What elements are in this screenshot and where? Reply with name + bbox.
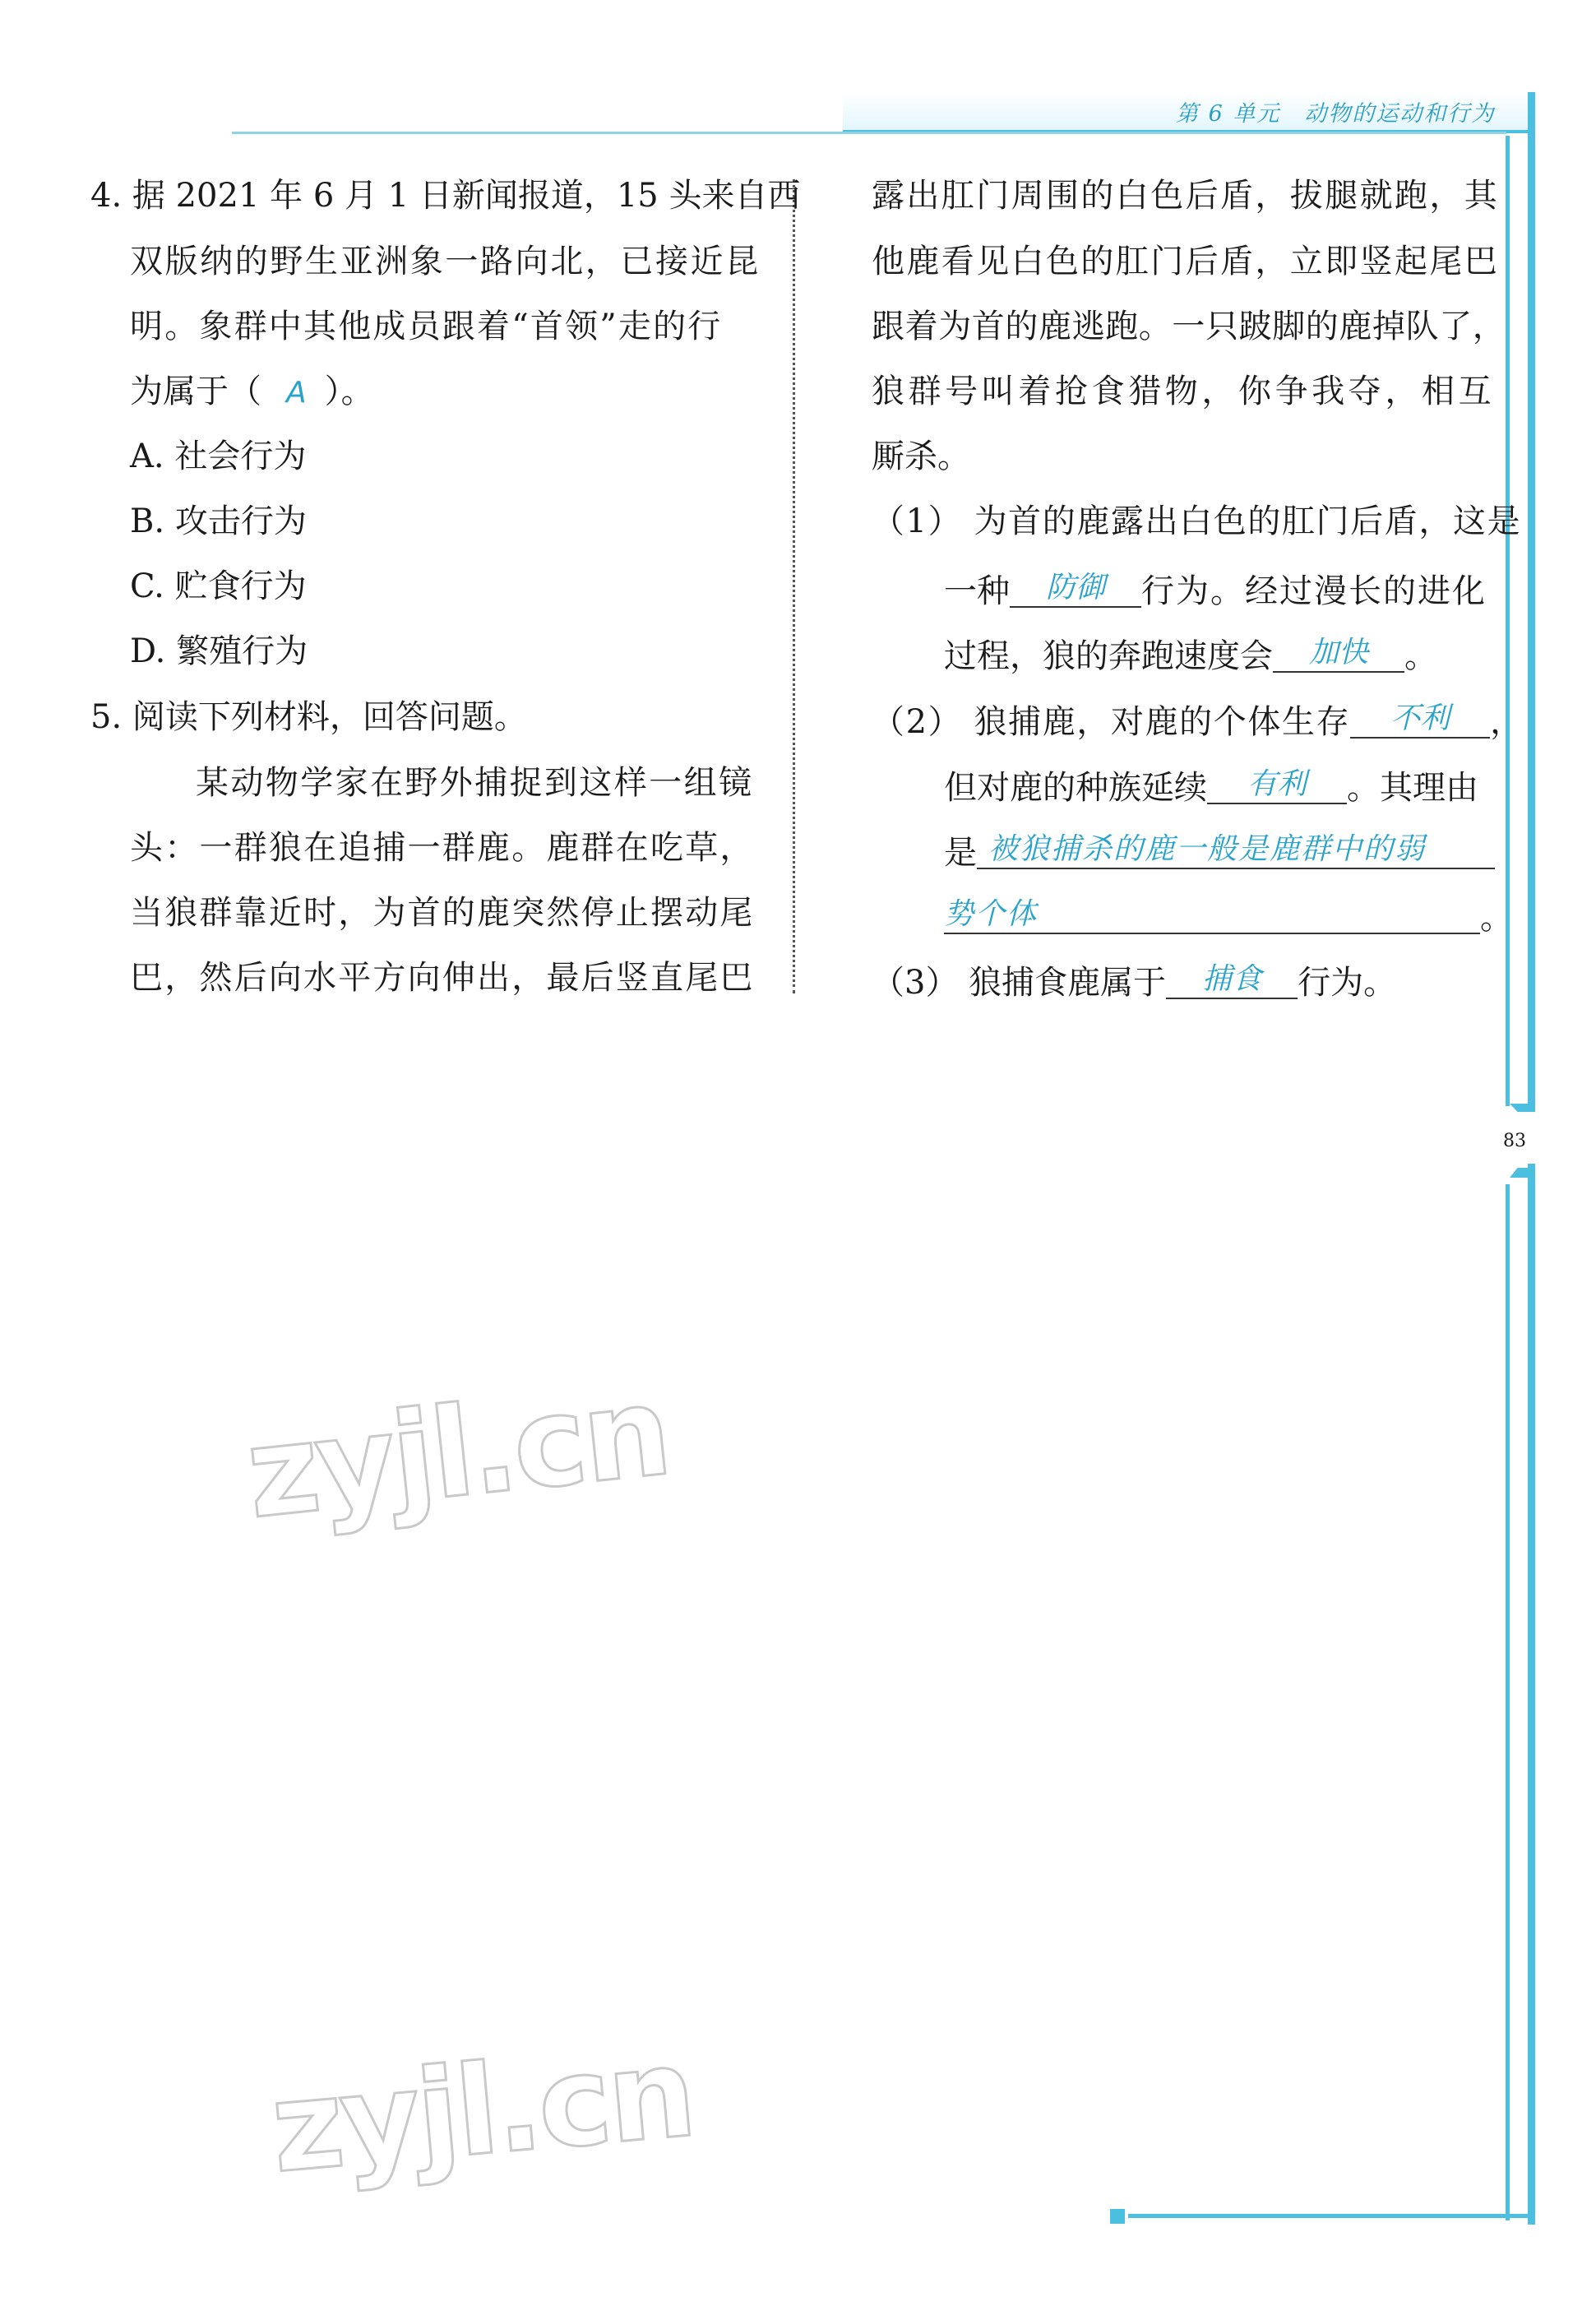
right-margin-bar-lower bbox=[1528, 1164, 1535, 2225]
q5-sub1-line3 bbox=[944, 635, 1437, 673]
q5-sub2-line4-suffix: 。 bbox=[1480, 899, 1513, 937]
q4-answer: A bbox=[286, 376, 307, 410]
right-margin-bar bbox=[1528, 92, 1535, 1112]
q4-suffix: ）。 bbox=[324, 373, 374, 410]
q5-sub2-line3 bbox=[944, 831, 1495, 872]
watermark-1: zyjl.cn bbox=[240, 1359, 675, 1547]
q4-option-c: C. 贮食行为 bbox=[130, 567, 307, 605]
q5-sub3-line bbox=[872, 961, 1397, 1002]
q5-passage-8: 狼群号叫着抢食猎物，你争我夺，相互 bbox=[872, 373, 1496, 410]
q5-sub2-line1 bbox=[872, 701, 1523, 739]
q5-sub1-line3-suffix: 。 bbox=[1404, 637, 1437, 675]
q5-sub2-line1-suffix: ， bbox=[1490, 703, 1524, 741]
q5-sub1-prefix: 一种 bbox=[944, 572, 1010, 610]
q5-sub1-answer1: 防御 bbox=[1045, 571, 1105, 604]
q5-sub2-answer2: 有利 bbox=[1247, 767, 1307, 801]
q5-passage-9: 厮杀。 bbox=[872, 438, 970, 475]
unit-title: 第 6 单元 动物的运动和行为 bbox=[1176, 101, 1496, 127]
q5-sub2-line2-prefix: 但对鹿的种族延续 bbox=[944, 769, 1207, 807]
q4-line-2: 双版纳的野生亚洲象一路向北，已接近昆 bbox=[130, 243, 761, 280]
q5-passage-7: 跟着为首的鹿逃跑。一只跛脚的鹿掉队了， bbox=[872, 308, 1506, 345]
q5-sub2-prefix: （2） 狼捕鹿，对鹿的个体生存 bbox=[872, 703, 1351, 741]
q4-line-3: 明。象群中其他成员跟着“首领”走的行 bbox=[130, 308, 723, 345]
q5-passage-1: 某动物学家在野外捕捉到这样一组镜 bbox=[196, 764, 754, 802]
column-divider bbox=[793, 179, 795, 993]
q5-passage-6: 他鹿看见白色的肛门后盾，立即竖起尾巴 bbox=[872, 243, 1500, 280]
q5-passage-3: 当狼群靠近时，为首的鹿突然停止摆动尾 bbox=[130, 894, 755, 932]
q5-sub2-line2-suffix: 。其理由 bbox=[1347, 769, 1478, 807]
q4-text-1: 4. 据 2021 年 6 月 1 日新闻报道，15 头来自西 bbox=[90, 177, 801, 215]
q4-line-1 bbox=[90, 177, 801, 215]
page-marker-bottom bbox=[1510, 1168, 1529, 1178]
q5-sub2-answer3-part2: 势个体 bbox=[944, 897, 1039, 931]
q5-sub1-suffix: 行为。经过漫长的进化 bbox=[1141, 572, 1487, 610]
q5-sub2-answer3-part1: 被狼捕杀的鹿一般是鹿群中的弱 bbox=[988, 832, 1427, 866]
footer-square bbox=[1110, 2209, 1125, 2224]
q5-sub2-line3-prefix: 是 bbox=[944, 834, 977, 872]
q5-sub1-answer2: 加快 bbox=[1308, 636, 1368, 669]
footer-rule bbox=[1128, 2214, 1529, 2218]
q5-passage-4: 巴，然后向水平方向伸出，最后竖直尾巴 bbox=[130, 959, 755, 997]
page-number: 83 bbox=[1503, 1131, 1526, 1151]
q4-line-4 bbox=[130, 375, 374, 410]
q4-prefix: 为属于（ bbox=[130, 373, 261, 410]
watermark-2: zyjl.cn bbox=[266, 2021, 699, 2202]
q5-sub3-suffix: 行为。 bbox=[1298, 964, 1397, 1002]
q5-sub1-line2 bbox=[944, 570, 1487, 608]
q5-sub1-line1: （1） 为首的鹿露出白色的肛门后盾，这是 bbox=[872, 502, 1522, 540]
q5-passage-2: 头：一群狼在追捕一群鹿。鹿群在吃草， bbox=[130, 829, 755, 867]
q5-sub2-line2 bbox=[944, 766, 1478, 807]
right-margin-bar-inner bbox=[1506, 136, 1510, 1106]
q5-stem: 5. 阅读下列材料，回答问题。 bbox=[90, 698, 527, 736]
q5-sub3-prefix: （3） 狼捕食鹿属于 bbox=[872, 964, 1167, 1002]
q5-sub2-answer1: 不利 bbox=[1390, 702, 1450, 735]
q5-passage-5: 露出肛门周围的白色后盾，拔腿就跑，其 bbox=[872, 177, 1500, 215]
q4-option-a: A. 社会行为 bbox=[130, 438, 307, 475]
q5-sub3-answer: 捕食 bbox=[1202, 962, 1262, 996]
q5-sub2-line4 bbox=[944, 896, 1513, 937]
q4-option-d: D. 繁殖行为 bbox=[130, 632, 308, 670]
right-margin-bar-inner-lower bbox=[1506, 1184, 1510, 2220]
page-marker-top bbox=[1510, 1104, 1529, 1112]
header-rule bbox=[232, 132, 1506, 134]
q4-option-b: B. 攻击行为 bbox=[130, 502, 307, 540]
q5-sub1-line3-prefix: 过程，狼的奔跑速度会 bbox=[944, 637, 1273, 675]
